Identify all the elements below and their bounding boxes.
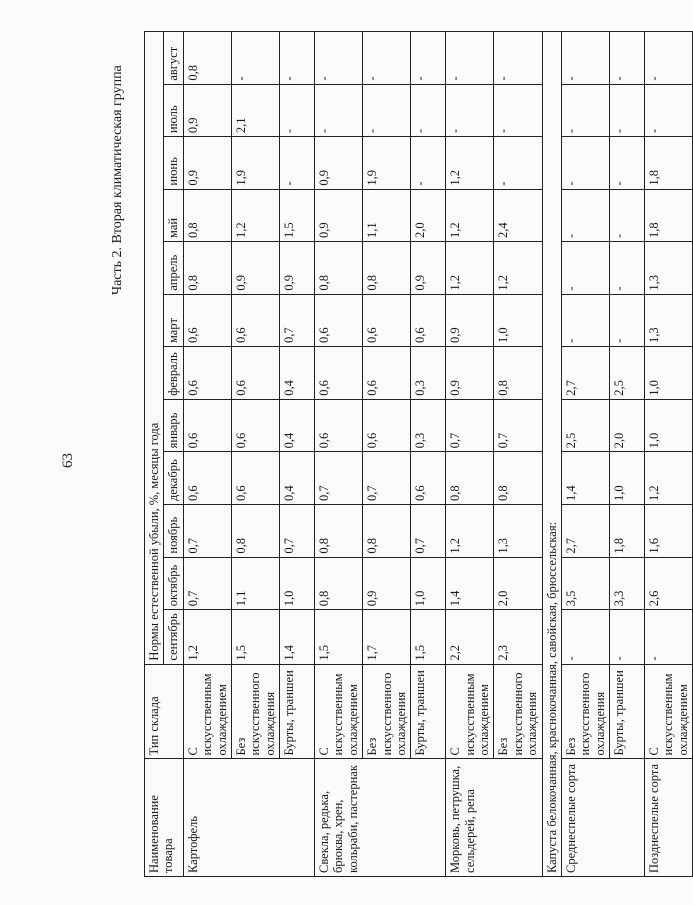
norm-value-cell: 0,6 [231,452,279,505]
warehouse-type-cell: С искусственным охлаждением [183,664,231,759]
page-number: 63 [60,453,76,468]
running-header: Часть 2. Вторая климатическая группа [110,65,125,295]
norm-value-cell: 0,6 [183,452,231,505]
product-name-cell: Морковь, петрушка, сельдерей, репа [446,759,542,877]
table-row [610,32,645,877]
norm-value-cell: - [363,32,411,85]
warehouse-type-cell: Бурты, траншеи [610,664,645,759]
norm-value-cell: 0,8 [494,452,542,505]
norm-value-cell: 0,8 [183,241,231,294]
section-row [542,32,561,877]
norm-value-cell: - [645,610,693,664]
norm-value-cell: 0,8 [183,32,231,85]
norm-value-cell: 0,7 [280,294,315,346]
norm-value-cell: 1,0 [494,294,542,346]
product-name-cell: Свекла, редька, брюква, хрен, кольраби, пастернак [315,759,446,877]
header-month-9: июнь [164,137,183,189]
warehouse-type-cell: Бурты, траншеи [411,664,446,759]
norm-value-cell: - [610,189,645,241]
norm-value-cell: 1,2 [645,452,693,505]
norm-value-cell: 0,9 [183,84,231,136]
norm-value-cell: 0,7 [183,505,231,558]
norm-value-cell: - [561,294,609,346]
norm-value-cell: 1,0 [645,347,693,400]
header-month-2: ноябрь [164,505,183,558]
norm-value-cell: 1,2 [446,505,494,558]
norm-value-cell: 0,8 [315,557,363,610]
norm-value-cell: 0,9 [315,189,363,241]
header-norms-group: Нормы естественной убыли, %, месяцы года [145,32,164,665]
norm-value-cell: 0,6 [315,294,363,346]
norm-value-cell: 0,6 [411,294,446,346]
norm-value-cell: 2,2 [446,610,494,664]
norm-value-cell: 1,7 [363,610,411,664]
norm-value-cell: 1,0 [645,399,693,452]
warehouse-type-cell: Без искусственного охлаждения [494,664,542,759]
norm-value-cell: 1,9 [363,137,411,189]
norm-value-cell: 2,0 [411,189,446,241]
norm-value-cell: - [494,32,542,85]
norm-value-cell: 0,7 [183,557,231,610]
product-name-cell: Позднеспелые сорта [645,759,693,877]
norm-value-cell: 0,8 [231,505,279,558]
norm-value-cell: - [280,32,315,85]
norm-value-cell: 1,6 [645,505,693,558]
norm-value-cell: 0,6 [315,399,363,452]
norm-value-cell: - [610,137,645,189]
norm-value-cell: 1,9 [231,137,279,189]
warehouse-type-cell: Без искусственного охлаждения [561,664,609,759]
norm-value-cell: - [561,241,609,294]
norm-value-cell: 1,3 [645,241,693,294]
table-row [315,32,363,877]
table-row [645,32,693,877]
norm-value-cell: - [561,189,609,241]
norm-value-cell: - [315,84,363,136]
norm-value-cell: 2,5 [610,347,645,400]
warehouse-type-cell: Без искусственного охлаждения [231,664,279,759]
norm-value-cell: 0,8 [494,347,542,400]
norm-value-cell: 1,2 [446,137,494,189]
norm-value-cell: - [610,32,645,85]
norm-value-cell: 1,2 [494,241,542,294]
norm-value-cell: - [561,610,609,664]
norm-value-cell: 2,7 [561,347,609,400]
norm-value-cell: 2,4 [494,189,542,241]
norm-value-cell: 1,5 [411,610,446,664]
norm-value-cell: 0,9 [231,241,279,294]
norm-value-cell: 0,6 [231,294,279,346]
header-product-name: Наименование товара [145,759,184,877]
norm-value-cell: - [561,32,609,85]
norm-value-cell: 0,7 [411,505,446,558]
norm-value-cell: 1,2 [446,189,494,241]
norm-value-cell: 0,8 [363,505,411,558]
norm-value-cell: 0,9 [446,347,494,400]
norm-value-cell: 0,4 [280,452,315,505]
table-row [446,32,494,877]
norm-value-cell: 0,3 [411,347,446,400]
norm-value-cell: 0,8 [363,241,411,294]
header-month-4: январь [164,399,183,452]
norm-value-cell: - [645,32,693,85]
norm-value-cell: - [411,137,446,189]
header-month-3: декабрь [164,452,183,505]
norm-value-cell: 1,5 [231,610,279,664]
header-month-11: август [164,32,183,85]
header-warehouse-type: Тип склада [145,664,184,759]
norm-value-cell: - [610,241,645,294]
norm-value-cell: 0,4 [280,399,315,452]
norm-value-cell: 0,9 [183,137,231,189]
table-row [280,32,315,877]
norm-value-cell: - [494,84,542,136]
header-month-10: июль [164,84,183,136]
norm-value-cell: 2,6 [645,557,693,610]
norm-value-cell: 0,6 [363,399,411,452]
norm-value-cell: 1,5 [315,610,363,664]
norm-value-cell: 0,6 [231,399,279,452]
norm-value-cell: 0,9 [446,294,494,346]
norm-value-cell: 0,4 [280,347,315,400]
norm-value-cell: 2,3 [494,610,542,664]
norm-value-cell: 2,5 [561,399,609,452]
table-row [363,32,411,877]
norm-value-cell: 0,6 [363,294,411,346]
warehouse-type-cell: С искусственным охлаждением [446,664,494,759]
norm-value-cell: 0,9 [315,137,363,189]
norm-value-cell: 0,6 [231,347,279,400]
norm-value-cell: - [494,137,542,189]
norm-value-cell: 3,3 [610,557,645,610]
norm-value-cell: - [411,84,446,136]
norm-value-cell: 0,6 [183,347,231,400]
norm-value-cell: 0,6 [183,294,231,346]
norm-value-cell: - [446,32,494,85]
table-row [183,32,231,877]
norm-value-cell: 0,8 [315,505,363,558]
warehouse-type-cell: Без искусственного охлаждения [363,664,411,759]
norm-value-cell: 1,2 [183,610,231,664]
norm-value-cell: 0,7 [363,452,411,505]
table-row [411,32,446,877]
cabbage-section-title: Капуста белокочанная, краснокочанная, савойская, брюссельская: [542,32,561,877]
product-name-cell: Среднеспелые сорта [561,759,644,877]
norm-value-cell: 2,7 [561,505,609,558]
norm-value-cell: 0,8 [446,452,494,505]
norm-value-cell: 0,6 [315,347,363,400]
header-month-7: апрель [164,241,183,294]
norm-value-cell: - [561,84,609,136]
norm-value-cell: 1,4 [280,610,315,664]
norm-value-cell: - [610,610,645,664]
norm-value-cell: - [446,84,494,136]
norm-value-cell: 0,9 [363,557,411,610]
natural-loss-norms-table [144,31,693,877]
norm-value-cell: - [231,32,279,85]
norm-value-cell: 0,9 [280,241,315,294]
norm-value-cell: 1,1 [231,557,279,610]
norm-value-cell: 1,0 [610,452,645,505]
norm-value-cell: 0,7 [494,399,542,452]
table-row [231,32,279,877]
header-month-1: октябрь [164,557,183,610]
norm-value-cell: 1,8 [610,505,645,558]
norm-value-cell: 0,9 [411,241,446,294]
norm-value-cell: 0,8 [183,189,231,241]
norm-value-cell: 1,4 [561,452,609,505]
norm-value-cell: - [645,84,693,136]
header-month-6: март [164,294,183,346]
norm-value-cell: - [411,32,446,85]
norm-value-cell: 1,2 [231,189,279,241]
norm-value-cell: 1,0 [411,557,446,610]
norm-value-cell: 1,3 [645,294,693,346]
norm-value-cell: 2,1 [231,84,279,136]
norm-value-cell: 1,3 [494,505,542,558]
norm-value-cell: 0,7 [315,452,363,505]
norm-value-cell: 0,7 [446,399,494,452]
table-row [494,32,542,877]
norm-value-cell: 0,3 [411,399,446,452]
norm-value-cell: 1,0 [280,557,315,610]
warehouse-type-cell: С искусственным охлаждением [645,664,693,759]
warehouse-type-cell: С искусственным охлаждением [315,664,363,759]
norm-value-cell: 0,6 [183,399,231,452]
norm-value-cell: 0,8 [315,241,363,294]
norm-value-cell: 3,5 [561,557,609,610]
norm-value-cell: 1,1 [363,189,411,241]
norm-value-cell: - [561,137,609,189]
norm-value-cell: 1,4 [446,557,494,610]
norm-value-cell: 0,7 [280,505,315,558]
header-month-0: сентябрь [164,610,183,664]
norm-value-cell: 2,0 [610,399,645,452]
norm-value-cell: 1,5 [280,189,315,241]
header-month-5: февраль [164,347,183,400]
norm-value-cell: 1,2 [446,241,494,294]
norm-value-cell: - [280,137,315,189]
norm-value-cell: 1,8 [645,137,693,189]
norm-value-cell: - [280,84,315,136]
norm-value-cell: 2,0 [494,557,542,610]
norm-value-cell: - [363,84,411,136]
norm-value-cell: - [315,32,363,85]
norm-value-cell: - [610,294,645,346]
product-name-cell: Картофель [183,759,314,877]
header-month-8: май [164,189,183,241]
norm-value-cell: 0,6 [363,347,411,400]
norm-value-cell: 1,8 [645,189,693,241]
norm-value-cell: - [610,84,645,136]
norm-value-cell: 0,6 [411,452,446,505]
warehouse-type-cell: Бурты, траншеи [280,664,315,759]
table-row [561,32,609,877]
